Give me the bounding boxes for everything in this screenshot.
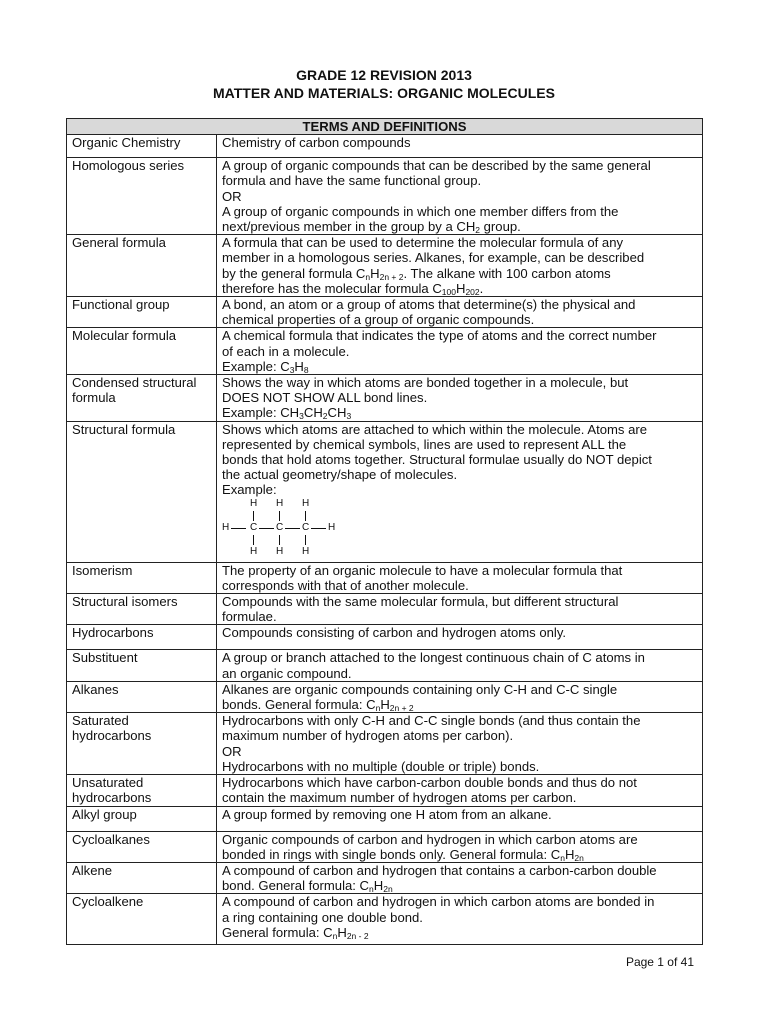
page-number: Page 1 of 41 [625, 955, 694, 969]
definition-cell: A group or branch attached to the longest continuous chain of C atoms in an organic compound. [217, 650, 703, 681]
definition-cell: Hydrocarbons with only C-H and C-C single bonds (and thus contain the maximum number of hydrogen atoms per carbon). OR Hydrocarbons with no multiple (double or triple) bonds. [217, 713, 703, 775]
definition-cell: A group formed by removing one H atom from an alkane. [217, 806, 703, 831]
term-cell: Alkyl group [67, 806, 217, 831]
bond-line [259, 528, 274, 529]
atom-h: H [302, 497, 310, 509]
definition-cell: Shows the way in which atoms are bonded together in a molecule, but DOES NOT SHOW ALL bond lines. Example: $CH_3CH_2CH_3$ [217, 375, 703, 422]
atom-h: H [328, 521, 336, 533]
atom-h: H [250, 545, 258, 557]
table-row [67, 235, 703, 297]
bond-line [279, 511, 280, 521]
atom-h: H [276, 545, 284, 557]
definition-cell: Hydrocarbons which have carbon-carbon double bonds and thus do not contain the maximum number of hydrogen atoms per carbon. [217, 775, 703, 806]
table-row [67, 297, 703, 328]
definition-cell: The property of an organic molecule to have a molecular formula that corresponds with that of another molecule. [217, 562, 703, 593]
definition-cell: Chemistry of carbon compounds [217, 135, 703, 158]
definition-cell: Compounds with the same molecular formula, but different structural formulae. [217, 594, 703, 625]
definition-cell: Organic compounds of carbon and hydrogen in which carbon atoms are bonded in rings with single bonds only. General formula: $C_nH_{2n}$ [217, 831, 703, 862]
table-row [67, 650, 703, 681]
term-cell: General formula [67, 235, 217, 297]
definition-cell: A compound of carbon and hydrogen that contains a carbon-carbon double bond. General formula: $C_nH_{2n}$ [217, 862, 703, 893]
table-row [67, 894, 703, 945]
definition-cell: A bond, an atom or a group of atoms that determine(s) the physical and chemical properties of a group of organic compounds. [217, 297, 703, 328]
table-row [67, 135, 703, 158]
document-subtitle: MATTER AND MATERIALS: ORGANIC MOLECULES [213, 85, 555, 101]
term-cell: Structural formula [67, 421, 217, 562]
bond-line [231, 528, 246, 529]
definition-cell: Compounds consisting of carbon and hydrogen atoms only. [217, 625, 703, 650]
table-title: TERMS AND DEFINITIONS [67, 119, 703, 135]
atom-h: H [276, 497, 284, 509]
term-cell: Saturated hydrocarbons [67, 713, 217, 775]
table-row [67, 681, 703, 712]
terms-table [66, 118, 703, 945]
term-cell: Molecular formula [67, 328, 217, 375]
bond-line [279, 535, 280, 545]
bond-line [311, 528, 326, 529]
atom-c: C [250, 521, 258, 533]
term-cell: Structural isomers [67, 594, 217, 625]
bond-line [305, 535, 306, 545]
table-row [67, 831, 703, 862]
atom-h: H [222, 521, 230, 533]
term-cell: Hydrocarbons [67, 625, 217, 650]
term-cell: Cycloalkene [67, 894, 217, 945]
propane-structure-diagram [222, 498, 362, 560]
term-cell: Isomerism [67, 562, 217, 593]
table-row [67, 806, 703, 831]
bond-line [253, 535, 254, 545]
table-row [67, 862, 703, 893]
table-row [67, 421, 703, 562]
table-row [67, 775, 703, 806]
term-cell: Functional group [67, 297, 217, 328]
atom-h: H [250, 497, 258, 509]
table-row [67, 562, 703, 593]
table-row [67, 594, 703, 625]
table-row [67, 625, 703, 650]
bond-line [305, 511, 306, 521]
definition-cell: A group of organic compounds that can be described by the same general formula and have the same functional group. OR A group of organic compounds in which one member differs from the next/previous member in the group by a $CH_2$ group. [217, 158, 703, 235]
table-header-row [67, 119, 703, 135]
term-cell: Organic Chemistry [67, 135, 217, 158]
definition-cell: A formula that can be used to determine the molecular formula of any member in a homologous series. Alkanes, for example, can be described by the general formula $C_nH_{2n + 2}$. The alkane with 100 carbon atoms therefore has the molecular formula $C_{100}H_{202}$. [217, 235, 703, 297]
table-row [67, 713, 703, 775]
table-row [67, 375, 703, 422]
definition-cell: A chemical formula that indicates the type of atoms and the correct number of each in a molecule. Example: $C_3H_8$ [217, 328, 703, 375]
table-row [67, 328, 703, 375]
bond-line [285, 528, 300, 529]
term-cell: Alkanes [67, 681, 217, 712]
term-cell: Cycloalkanes [67, 831, 217, 862]
term-cell: Condensed structural formula [67, 375, 217, 422]
definition-cell: Alkanes are organic compounds containing only C-H and C-C single bonds. General formula: $C_nH_{2n + 2}$ [217, 681, 703, 712]
term-cell: Alkene [67, 862, 217, 893]
table-row [67, 158, 703, 235]
definition-cell: Shows which atoms are attached to which within the molecule. Atoms are represented by chemical symbols, lines are used to represent ALL the bonds that hold atoms together. Structural formulae usually do NOT depict the actual geometry/shape of molecules. Example: H H H H C C C H H H H [217, 421, 703, 562]
atom-h: H [302, 545, 310, 557]
atom-c: C [276, 521, 284, 533]
term-cell: Substituent [67, 650, 217, 681]
atom-c: C [302, 521, 310, 533]
definition-cell: A compound of carbon and hydrogen in which carbon atoms are bonded in a ring containing one double bond. General formula: $C_nH_{2n - 2}$ [217, 894, 703, 945]
term-cell: Homologous series [67, 158, 217, 235]
term-cell: Unsaturated hydrocarbons [67, 775, 217, 806]
document-title: GRADE 12 REVISION 2013 [296, 67, 472, 83]
bond-line [253, 511, 254, 521]
